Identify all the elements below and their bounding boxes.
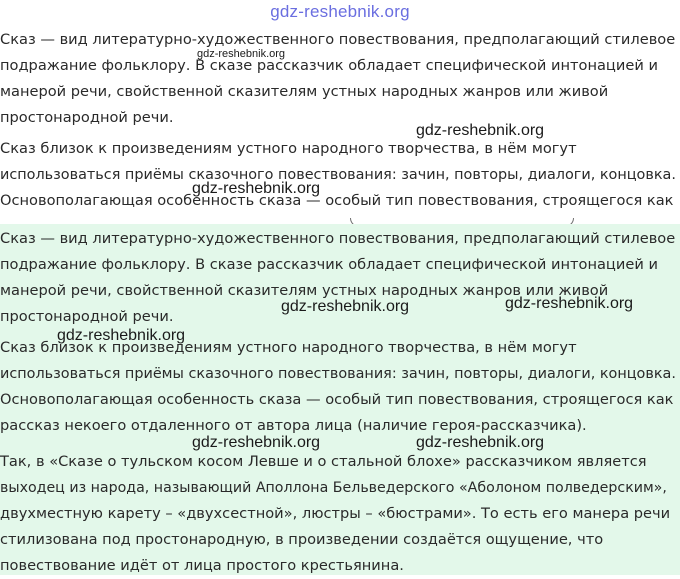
watermark: gdz-reshebnik.org [192,434,321,451]
text-line: манерой речи, свойственной сказителям устных народных жанров или живой [0,83,609,100]
watermark: gdz-reshebnik.org [505,295,634,312]
text-line: простонародной речи. [0,109,174,126]
text-line: Основополагающая особенность сказа — особый тип повествования, строящегося как [0,391,674,408]
paragraph-1 [0,27,675,131]
text-line: двухместную карету – «двухсестной», люстры – «бюстрами». То есть его манера речи [0,505,671,522]
text-line: Основополагающая особенность сказа — особый тип повествования, строящегося как [0,192,674,209]
watermark: gdz-reshebnik.org [57,327,186,344]
text-line: подражание фольклору. В сказе рассказчик обладает специфической интонацией и [0,256,658,273]
text-line: Сказ — вид литературно-художественного повествования, предполагающий стилевое [0,31,676,48]
text-line: Сказ близок к произведениям устного народного творчества, в нём могут [0,339,577,356]
text-line: Сказ близок к произведениям устного народного творчества, в нём могут [0,140,577,157]
site-link[interactable]: gdz-reshebnik.org [270,2,410,21]
site-header [0,0,680,24]
text-line: использоваться приёмы сказочного повествования: зачин, повторы, диалоги, концовка. [0,366,676,382]
text-line: использоваться приёмы сказочного повествования: зачин, повторы, диалоги, концовка. [0,167,676,183]
text-line: рассказ некоего отдаленного от автора лица (наличие героя-рассказчика). [0,417,587,434]
watermark: gdz-reshebnik.org [416,434,545,451]
watermark: gdz-reshebnik.org [416,122,545,139]
text-line: подражание фольклору. В сказе рассказчик обладает специфической интонацией и [0,57,658,74]
paragraph-5 [0,449,670,579]
text-line: Сказ — вид литературно-художественного повествования, предполагающий стилевое [0,230,676,247]
text-line: выходец из народа, называющий Аполлона Бельведерского «Аболоном полведерским», [0,480,667,496]
paragraph-2 [0,136,676,214]
text-line: повествование идёт от лица простого крестьянина. [0,557,404,574]
watermark: gdz-reshebnik.org [192,180,321,197]
text-line: манерой речи, свойственной сказителям устных народных жанров или живой [0,282,609,299]
paragraph-4 [0,335,676,439]
watermark: gdz-reshebnik.org [281,298,410,315]
text-line: стилизована под простонародную, в произведении создаётся ощущение, что [0,531,604,548]
watermark: gdz-reshebnik.org [197,48,286,60]
text-line: Так, в «Сказе о тульском косом Левше и о стальной блохе» рассказчиком является [0,453,647,470]
text-line: простонародной речи. [0,308,174,325]
